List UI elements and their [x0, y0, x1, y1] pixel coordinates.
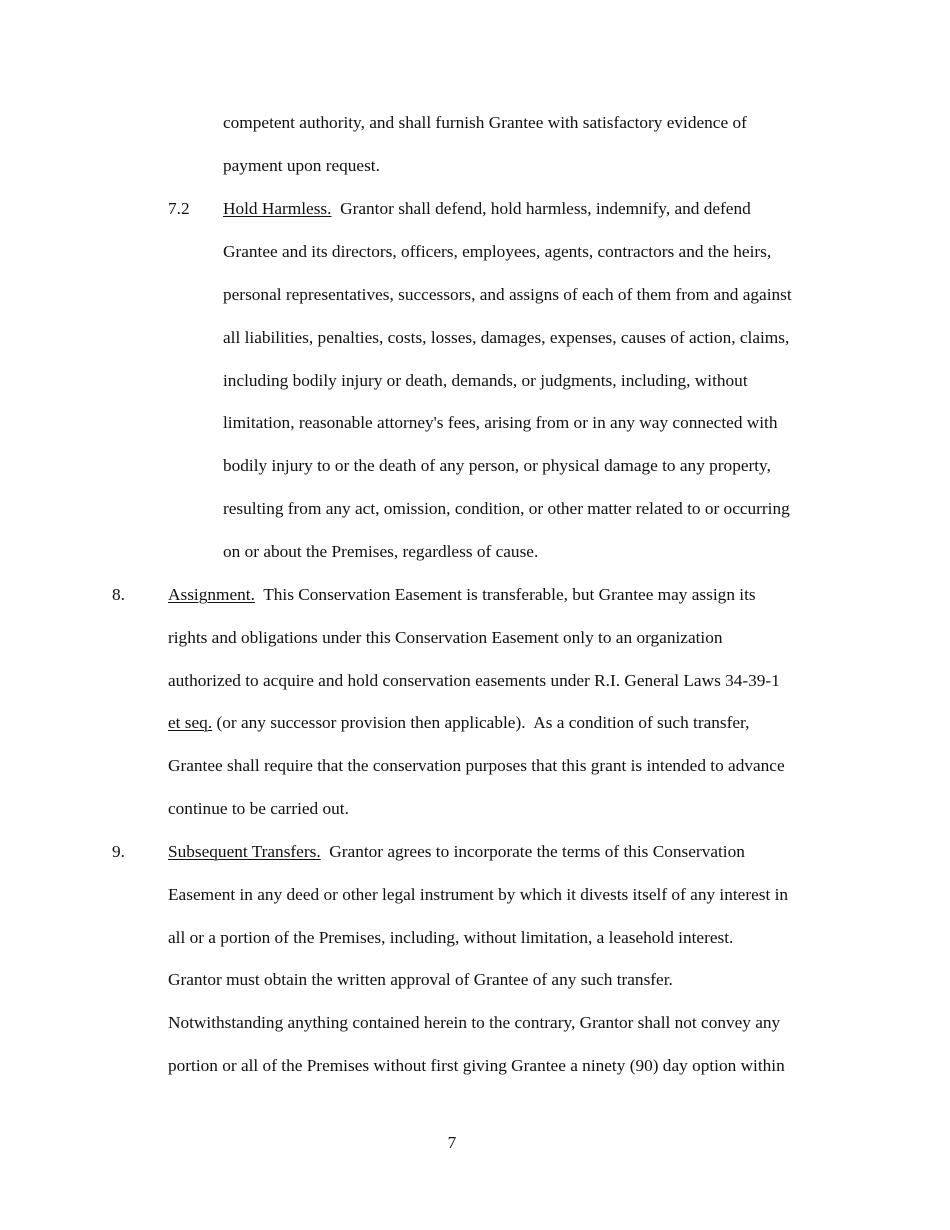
text-line [168, 584, 756, 606]
text-line: bodily injury to or the death of any person, or physical damage to any property, [223, 456, 771, 475]
text-line: rights and obligations under this Conservation Easement only to an organization [168, 628, 723, 647]
text-line: competent authority, and shall furnish Grantee with satisfactory evidence of [223, 113, 747, 132]
text-line: payment upon request. [223, 156, 380, 175]
text-line: Notwithstanding anything contained herein to the contrary, Grantor shall not convey any [168, 1013, 781, 1032]
text-line: Grantee shall require that the conservation purposes that this grant is intended to advance [168, 756, 785, 775]
text-line: all or a portion of the Premises, including, without limitation, a leasehold interest. [168, 928, 734, 947]
section-heading: Assignment. [168, 585, 255, 604]
text-line: on or about the Premises, regardless of cause. [223, 542, 539, 561]
text-line: including bodily injury or death, demands, or judgments, including, without [223, 371, 748, 390]
section-number: 8. [112, 585, 125, 604]
section-number: 9. [112, 842, 125, 861]
text-line: authorized to acquire and hold conservation easements under R.I. General Laws 34-39-1 [168, 671, 780, 690]
text-line: portion or all of the Premises without first giving Grantee a ninety (90) day option within [168, 1056, 785, 1075]
text-line [168, 712, 749, 734]
section-number: 7.2 [168, 199, 190, 218]
text-line: continue to be carried out. [168, 799, 349, 818]
text-run: Grantor agrees to incorporate the terms of this Conservation [320, 842, 745, 861]
text-line: Easement in any deed or other legal instrument by which it divests itself of any interest in [168, 885, 789, 904]
text-line [168, 841, 745, 863]
text-run: Grantor shall defend, hold harmless, indemnify, and defend [331, 199, 751, 218]
page-number: 7 [447, 1133, 457, 1152]
text-line [223, 198, 751, 220]
text-line: resulting from any act, omission, condition, or other matter related to or occurring [223, 499, 790, 518]
text-run: (or any successor provision then applicable). As a condition of such transfer, [212, 713, 750, 732]
text-line: limitation, reasonable attorney's fees, arising from or in any way connected with [223, 413, 778, 432]
text-line: personal representatives, successors, and assigns of each of them from and against [223, 285, 792, 304]
section-heading: Subsequent Transfers. [168, 842, 321, 861]
section-heading: Hold Harmless. [223, 199, 332, 218]
text-run: This Conservation Easement is transferable, but Grantee may assign its [254, 585, 756, 604]
text-line: all liabilities, penalties, costs, losses, damages, expenses, causes of action, claims, [223, 328, 790, 347]
text-line: Grantor must obtain the written approval of Grantee of any such transfer. [168, 970, 673, 989]
text-line: Grantee and its directors, officers, employees, agents, contractors and the heirs, [223, 242, 772, 261]
citation-etseq: et seq. [168, 713, 213, 732]
